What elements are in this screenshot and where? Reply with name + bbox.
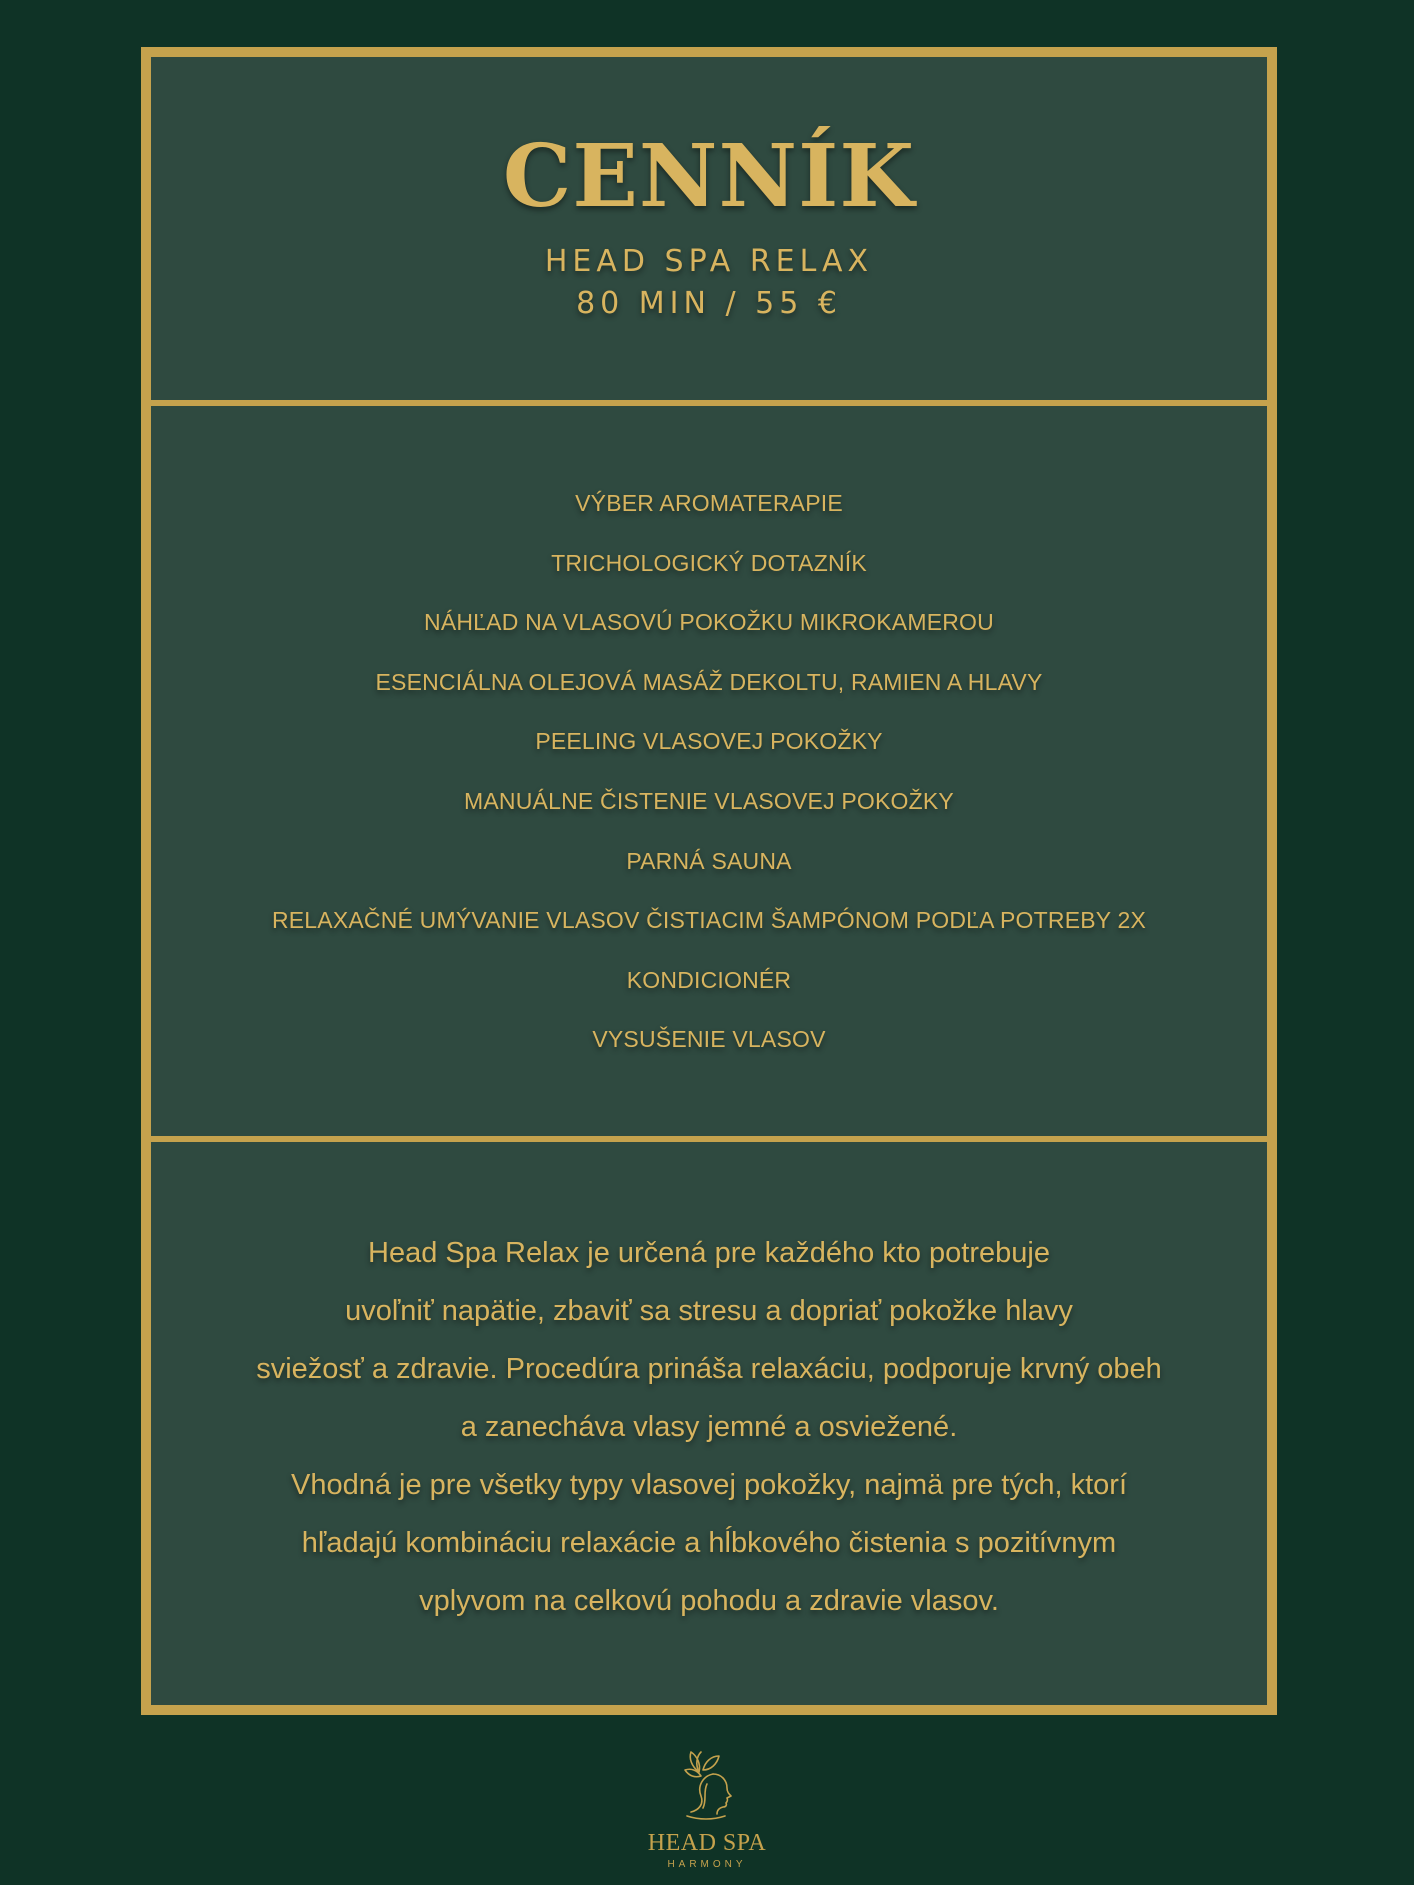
header-section: [151, 127, 1267, 325]
divider: [151, 400, 1267, 406]
service-item: TRICHOLOGICKÝ DOTAZNÍK: [551, 549, 867, 576]
service-summary: [151, 241, 1267, 325]
divider: [151, 1136, 1267, 1142]
service-item: RELAXAČNÉ UMÝVANIE VLASOV ČISTIACIM ŠAMPÓNOM PODĽA POTREBY 2X: [271, 907, 1147, 934]
page-title: CENNÍK: [502, 126, 916, 227]
woman-profile-leaves-icon: [677, 1750, 737, 1826]
service-name: HEAD SPA RELAX: [544, 244, 874, 279]
service-item: MANUÁLNE ČISTENIE VLASOVEJ POKOŽKY: [464, 787, 954, 814]
description-line: hľadajú kombináciu relaxácie a hĺbkového čistenia s pozitívnym: [301, 1527, 1117, 1559]
service-item: ESENCIÁLNA OLEJOVÁ MASÁŽ DEKOLTU, RAMIEN A HLAVY: [375, 668, 1043, 695]
service-item: KONDICIONÉR: [626, 966, 792, 993]
description-line: sviežosť a zdravie. Procedúra prináša relaxáciu, podporuje krvný obeh: [256, 1353, 1162, 1385]
brand-name: HEAD SPA: [647, 1830, 767, 1856]
service-item: VÝBER AROMATERAPIE: [575, 490, 843, 516]
description-line: Head Spa Relax je určená pre každého kto potrebuje: [368, 1237, 1050, 1269]
brand-tagline: HARMONY: [667, 1859, 747, 1870]
description-line: uvoľniť napätie, zbaviť sa stresu a dopriať pokožke hlavy: [345, 1295, 1073, 1327]
services-list: [151, 474, 1267, 1070]
description-text: [181, 1224, 1237, 1630]
service-item: NÁHĽAD NA VLASOVÚ POKOŽKU MIKROKAMEROU: [424, 609, 994, 636]
price-list-panel: [141, 47, 1277, 1715]
service-item: PARNÁ SAUNA: [626, 847, 792, 874]
description-line: Vhodná je pre všetky typy vlasovej pokožky, najmä pre tých, ktorí: [290, 1469, 1127, 1501]
service-item: VYSUŠENIE VLASOV: [592, 1026, 826, 1053]
duration-price: 80 MIN / 55 €: [576, 286, 842, 321]
service-item: PEELING VLASOVEJ POKOŽKY: [535, 728, 883, 755]
description-line: a zanecháva vlasy jemné a osviežené.: [460, 1411, 958, 1443]
description-line: vplyvom na celkovú pohodu a zdravie vlasov.: [419, 1585, 999, 1617]
brand-logo: [0, 1750, 1414, 1872]
